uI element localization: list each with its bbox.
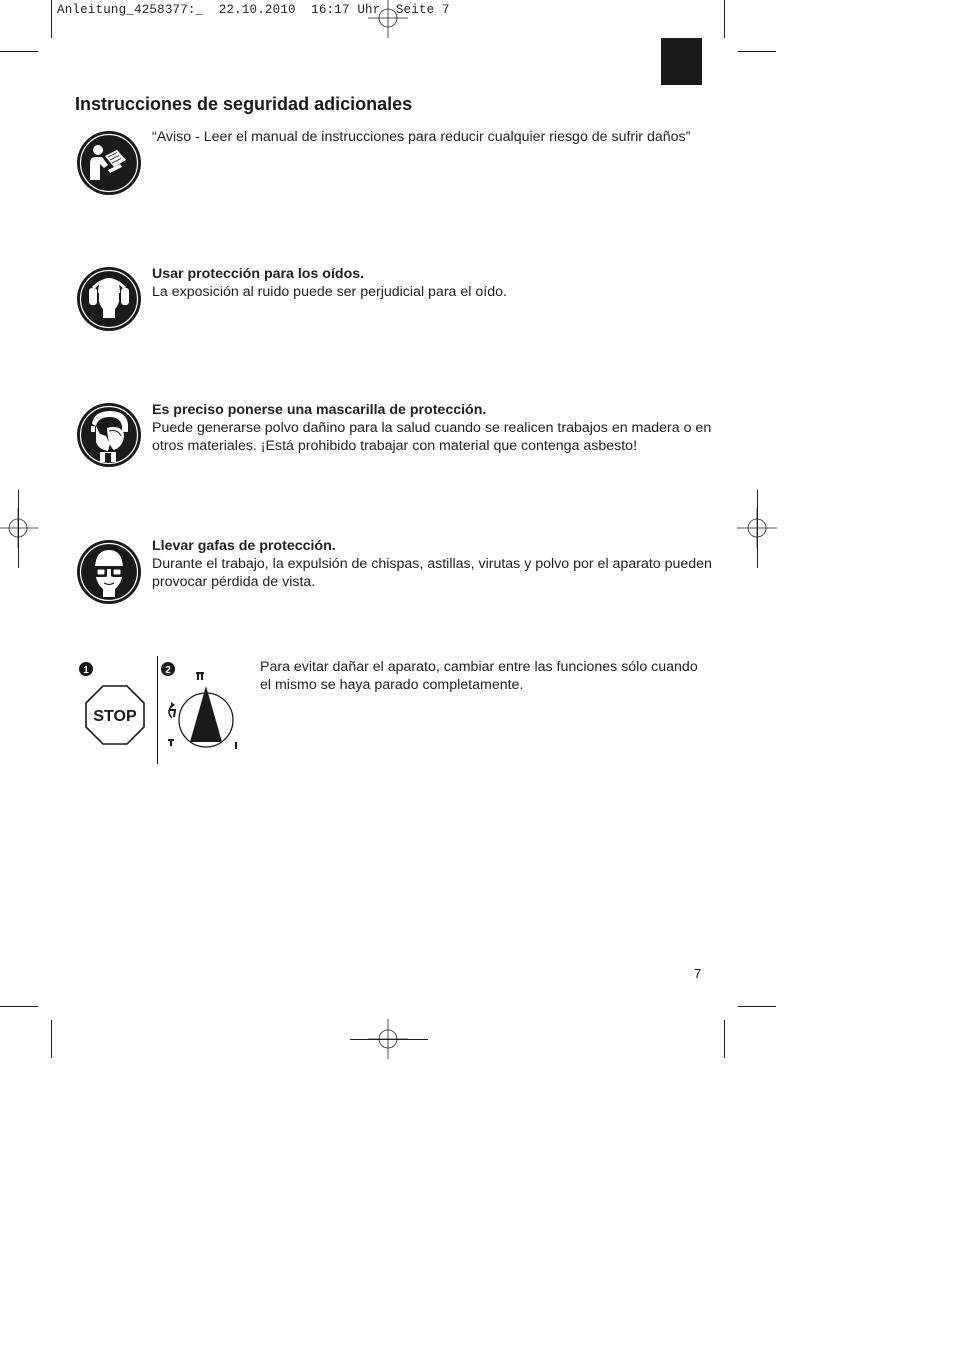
figure-label-1: 1 bbox=[83, 665, 89, 676]
notice-read-manual bbox=[152, 128, 712, 146]
crop-mark bbox=[738, 51, 776, 52]
notice-title: Llevar gafas de protección. bbox=[152, 538, 336, 554]
figure-divider bbox=[157, 656, 158, 764]
stop-sign-icon bbox=[84, 684, 146, 746]
notice-body: Durante el trabajo, la expulsión de chispas, astillas, virutas y polvo por el aparato pueden provocar pérdida de vista. bbox=[152, 556, 712, 590]
crop-mark bbox=[18, 490, 19, 568]
crop-mark bbox=[724, 1020, 725, 1058]
notice-title: Usar protección para los oídos. bbox=[152, 266, 365, 282]
notice-body: Puede generarse polvo dañino para la salud cuando se realicen trabajos en madera o en otros materiales. ¡Está prohibido trabajar con material que contenga asbesto! bbox=[152, 420, 712, 454]
notice-ear-protection bbox=[152, 265, 712, 301]
switch-figure bbox=[78, 656, 248, 766]
crop-mark bbox=[350, 1039, 428, 1040]
mode-selector-dial-icon bbox=[162, 664, 242, 754]
notice-body: “Aviso - Leer el manual de instrucciones para reducir cualquier riesgo de sufrir daños” bbox=[152, 129, 691, 145]
safety-glasses-icon bbox=[76, 539, 142, 605]
page-number: 7 bbox=[694, 966, 702, 981]
language-badge: ES bbox=[661, 38, 702, 85]
notice-title: Es preciso ponerse una mascarilla de protección. bbox=[152, 402, 487, 418]
crop-mark bbox=[0, 51, 38, 52]
switch-note: Para evitar dañar el aparato, cambiar entre las funciones sólo cuando el mismo se haya parado completamente. bbox=[260, 659, 698, 693]
crop-mark bbox=[51, 1020, 52, 1058]
crop-mark bbox=[724, 0, 725, 38]
print-slug: Anleitung_4258377:_ 22.10.2010 16:17 Uhr Seite 7 bbox=[57, 3, 450, 17]
ear-protection-icon bbox=[76, 266, 142, 332]
read-manual-icon bbox=[76, 130, 142, 196]
registration-mark-icon bbox=[0, 508, 38, 548]
figure-label-2: 2 bbox=[165, 665, 171, 676]
dust-mask-icon bbox=[76, 402, 142, 468]
notice-dust-mask bbox=[152, 401, 712, 455]
registration-mark-icon bbox=[368, 0, 408, 38]
page-title: Instrucciones de seguridad adicionales bbox=[75, 94, 413, 114]
notice-safety-glasses bbox=[152, 537, 712, 591]
notice-body: La exposición al ruido puede ser perjudicial para el oído. bbox=[152, 284, 507, 300]
stop-sign-text: STOP bbox=[93, 708, 137, 725]
figure-label-1-icon bbox=[78, 661, 94, 677]
crop-mark bbox=[51, 0, 52, 38]
crop-mark bbox=[757, 490, 758, 568]
crop-mark bbox=[0, 1006, 38, 1007]
crop-mark bbox=[738, 1006, 776, 1007]
